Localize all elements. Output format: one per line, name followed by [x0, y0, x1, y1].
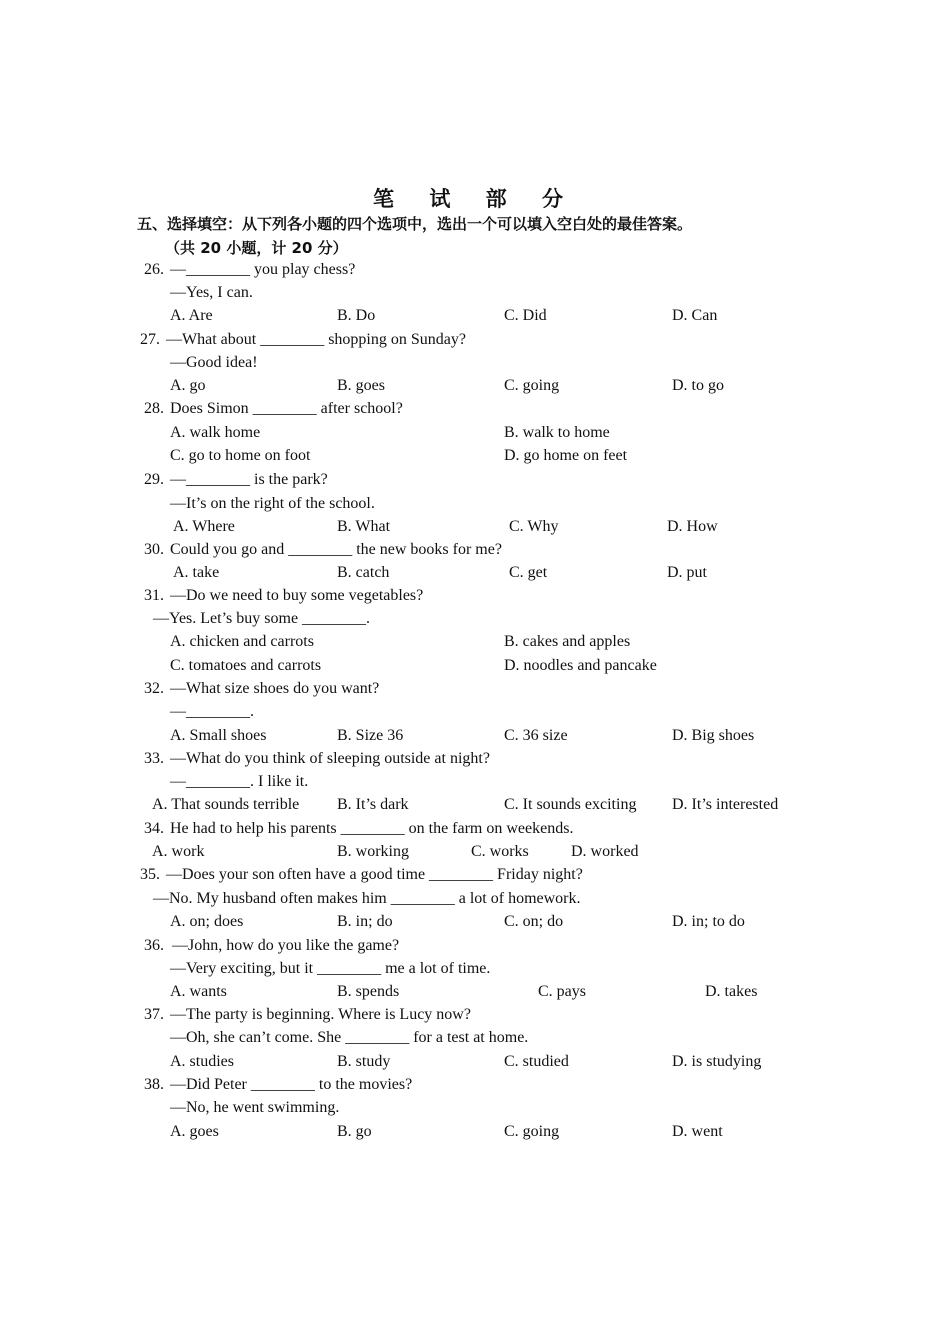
option-c: C. Why — [509, 518, 559, 535]
option-d: D. How — [667, 518, 718, 535]
option-b: B. It’s dark — [337, 796, 409, 813]
option-b: B. working — [337, 843, 409, 860]
question-line: —________. I like it. — [170, 773, 309, 790]
option-a: A. goes — [170, 1123, 219, 1140]
option-b: B. catch — [337, 564, 390, 581]
question-line: —No. My husband often makes him ________ a lot of homework. — [153, 890, 581, 907]
option-a: A. work — [152, 843, 205, 860]
question-line: —Good idea! — [170, 354, 258, 371]
question-line: —________ is the park? — [170, 471, 328, 488]
option-d: D. go home on feet — [504, 447, 628, 464]
option-a: A. go — [170, 377, 206, 394]
question-number: 36. — [144, 937, 164, 954]
option-a: A. studies — [170, 1053, 234, 1070]
question-line: —What about ________ shopping on Sunday? — [166, 331, 466, 348]
option-d: D. noodles and pancake — [504, 657, 657, 674]
option-b: B. Do — [337, 307, 376, 324]
question-line: —________. — [170, 703, 254, 720]
option-d: D. went — [672, 1123, 723, 1140]
question-number: 37. — [144, 1006, 164, 1023]
section-instruction: 五、选择填空：从下列各小题的四个选项中，选出一个可以填入空白处的最佳答案。 — [137, 215, 693, 233]
option-c: C. Did — [504, 307, 547, 324]
question-number: 34. — [144, 820, 164, 837]
question-line: —What size shoes do you want? — [170, 680, 380, 697]
question-line: —Do we need to buy some vegetables? — [170, 587, 424, 604]
question-line: —Very exciting, but it ________ me a lot of time. — [170, 960, 491, 977]
question-number: 28. — [144, 400, 164, 417]
option-c: C. tomatoes and carrots — [170, 657, 322, 674]
question-line: —No, he went swimming. — [170, 1099, 340, 1116]
question-line: —Does your son often have a good time ________ Friday night? — [166, 866, 583, 883]
question-number: 30. — [144, 541, 164, 558]
option-d: D. takes — [705, 983, 758, 1000]
option-c: C. pays — [538, 983, 586, 1000]
question-line: —It’s on the right of the school. — [170, 495, 375, 512]
option-c: C. It sounds exciting — [504, 796, 637, 813]
question-line: He had to help his parents ________ on the farm on weekends. — [170, 820, 574, 837]
question-line: —Yes, I can. — [170, 284, 253, 301]
page-title: 笔 试 部 分 — [373, 187, 577, 211]
option-d: D. to go — [672, 377, 724, 394]
option-a: A. That sounds terrible — [152, 796, 300, 813]
option-a: A. Small shoes — [170, 727, 267, 744]
question-line: —Did Peter ________ to the movies? — [170, 1076, 413, 1093]
option-d: D. Big shoes — [672, 727, 755, 744]
option-c: C. going — [504, 377, 560, 394]
question-line: Does Simon ________ after school? — [170, 400, 403, 417]
question-number: 27. — [140, 331, 160, 348]
question-number: 29. — [144, 471, 164, 488]
question-number: 32. — [144, 680, 164, 697]
option-a: A. on; does — [170, 913, 244, 930]
question-line: —Yes. Let’s buy some ________. — [153, 610, 371, 627]
option-c: C. 36 size — [504, 727, 568, 744]
option-a: A. chicken and carrots — [170, 633, 314, 650]
option-b: B. study — [337, 1053, 391, 1070]
option-d: D. is studying — [672, 1053, 762, 1070]
option-d: D. It’s interested — [672, 796, 779, 813]
question-number: 38. — [144, 1076, 164, 1093]
option-b: B. spends — [337, 983, 400, 1000]
option-b: B. walk to home — [504, 424, 610, 441]
option-c: C. studied — [504, 1053, 569, 1070]
option-b: B. What — [337, 518, 391, 535]
question-line: —Oh, she can’t come. She ________ for a test at home. — [170, 1029, 529, 1046]
option-c: C. works — [471, 843, 529, 860]
question-number: 33. — [144, 750, 164, 767]
question-line: —The party is beginning. Where is Lucy now? — [170, 1006, 471, 1023]
option-c: C. go to home on foot — [170, 447, 311, 464]
section-score: （共 20 小题，计 20 分） — [165, 239, 348, 257]
option-b: B. Size 36 — [337, 727, 404, 744]
question-number: 31. — [144, 587, 164, 604]
question-number: 26. — [144, 261, 164, 278]
option-a: A. walk home — [170, 424, 261, 441]
question-line: Could you go and ________ the new books for me? — [170, 541, 502, 558]
option-b: B. goes — [337, 377, 385, 394]
option-d: D. in; to do — [672, 913, 745, 930]
option-b: B. cakes and apples — [504, 633, 631, 650]
question-line: —________ you play chess? — [170, 261, 356, 278]
option-b: B. in; do — [337, 913, 393, 930]
option-b: B. go — [337, 1123, 372, 1140]
option-d: D. Can — [672, 307, 718, 324]
question-line: —John, how do you like the game? — [172, 937, 400, 954]
option-c: C. on; do — [504, 913, 564, 930]
option-a: A. take — [173, 564, 220, 581]
option-d: D. worked — [571, 843, 639, 860]
option-a: A. wants — [170, 983, 227, 1000]
option-c: C. get — [509, 564, 548, 581]
option-a: A. Are — [170, 307, 213, 324]
option-c: C. going — [504, 1123, 560, 1140]
question-number: 35. — [140, 866, 160, 883]
option-a: A. Where — [173, 518, 235, 535]
option-d: D. put — [667, 564, 707, 581]
question-line: —What do you think of sleeping outside at night? — [170, 750, 490, 767]
